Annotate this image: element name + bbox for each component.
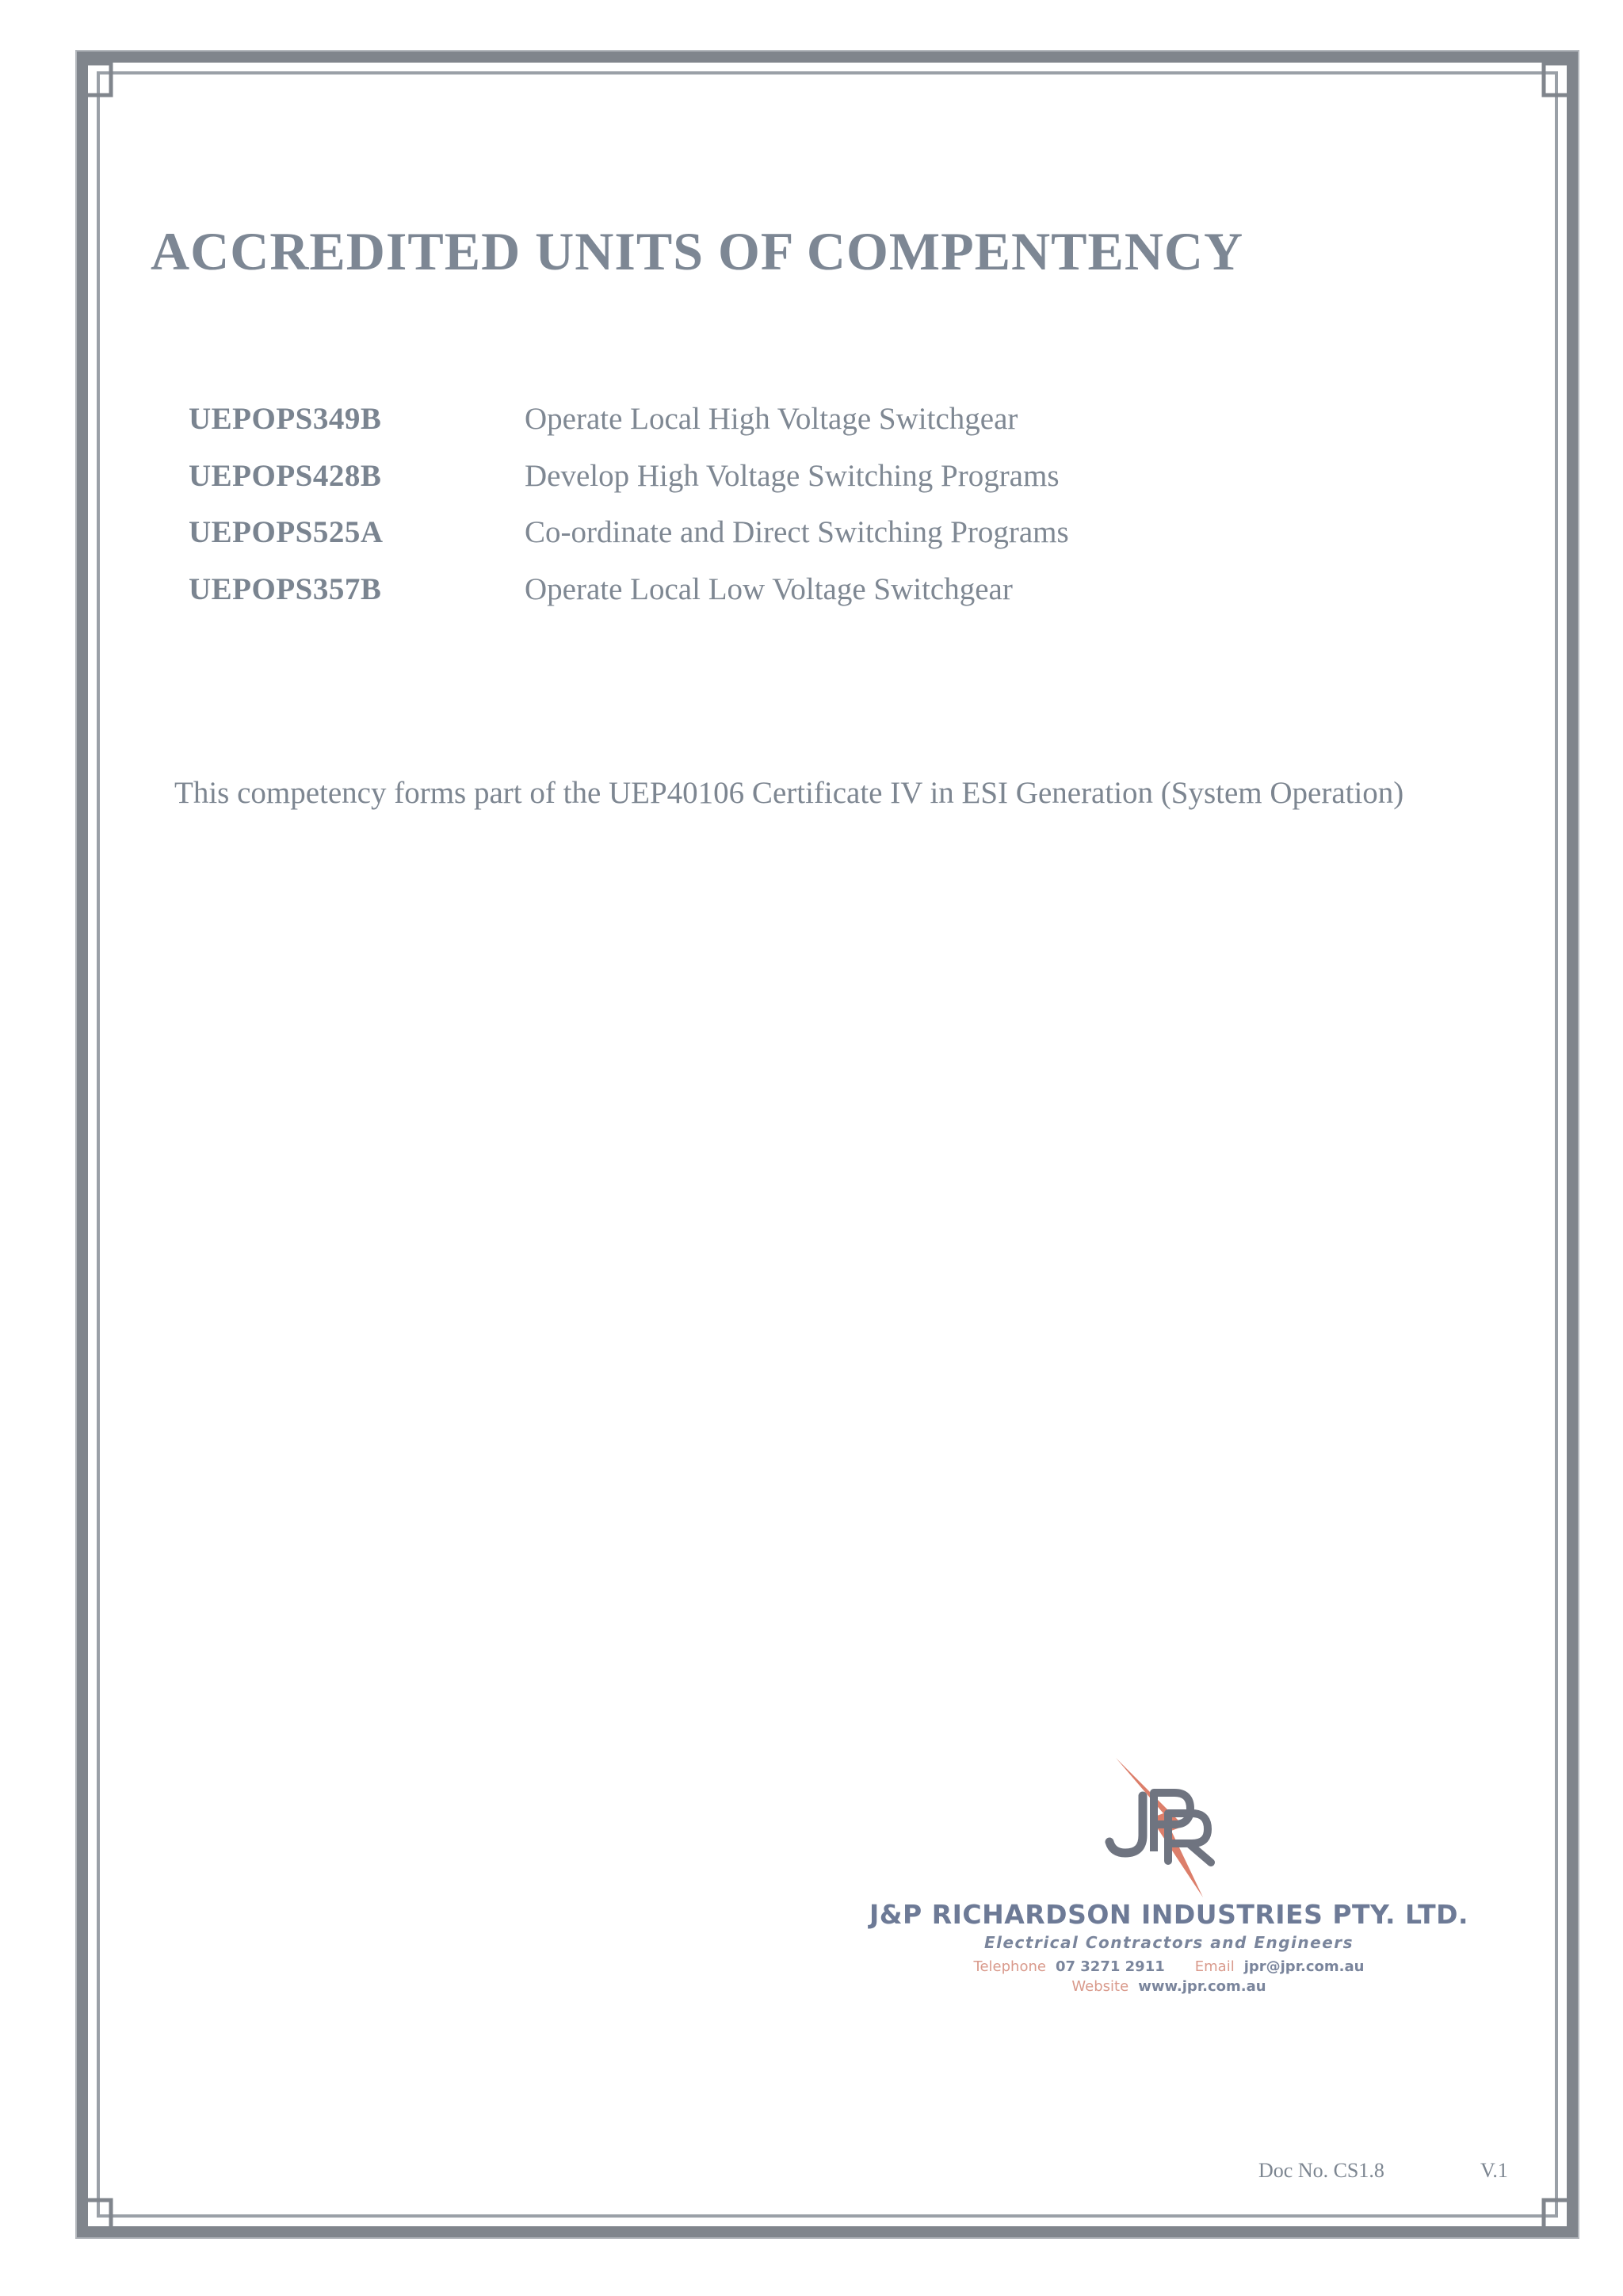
unit-code: UEPOPS428B	[189, 458, 382, 493]
email-value: jpr@jpr.com.au	[1243, 1958, 1365, 1975]
unit-name: Co-ordinate and Direct Switching Programs	[525, 515, 1069, 549]
unit-code: UEPOPS357B	[189, 571, 382, 606]
list-item	[189, 514, 1219, 571]
company-website	[840, 1978, 1498, 1995]
company-block	[840, 1899, 1498, 1995]
telephone-value: 07 3271 2911	[1055, 1958, 1165, 1975]
list-item	[189, 571, 1219, 628]
unit-name: Operate Local High Voltage Switchgear	[525, 402, 1018, 436]
list-item	[189, 401, 1219, 458]
unit-name: Operate Local Low Voltage Switchgear	[525, 571, 1013, 606]
document-version: V.1	[1480, 2159, 1508, 2182]
website-value: www.jpr.com.au	[1138, 1978, 1266, 1995]
unit-name: Develop High Voltage Switching Programs	[525, 458, 1060, 493]
telephone-label: Telephone	[973, 1958, 1046, 1975]
list-item	[189, 458, 1219, 515]
website-label: Website	[1071, 1978, 1129, 1995]
page-title: ACCREDITED UNITS OF COMPENTENCY	[151, 221, 1244, 281]
email-label: Email	[1194, 1958, 1235, 1975]
units-list	[189, 401, 1219, 628]
company-tagline: Electrical Contractors and Engineers	[983, 1933, 1354, 1952]
unit-code: UEPOPS349B	[189, 402, 382, 436]
company-contact	[840, 1958, 1498, 1975]
document-number: Doc No. CS1.8	[1258, 2159, 1384, 2182]
competency-statement: This competency forms part of the UEP40106 Certificate IV in ESI Generation (System Operation)	[174, 776, 1404, 810]
company-name: J&P RICHARDSON INDUSTRIES PTY. LTD.	[869, 1899, 1469, 1930]
unit-code: UEPOPS525A	[189, 515, 384, 549]
company-logo-icon	[1102, 1758, 1228, 1901]
